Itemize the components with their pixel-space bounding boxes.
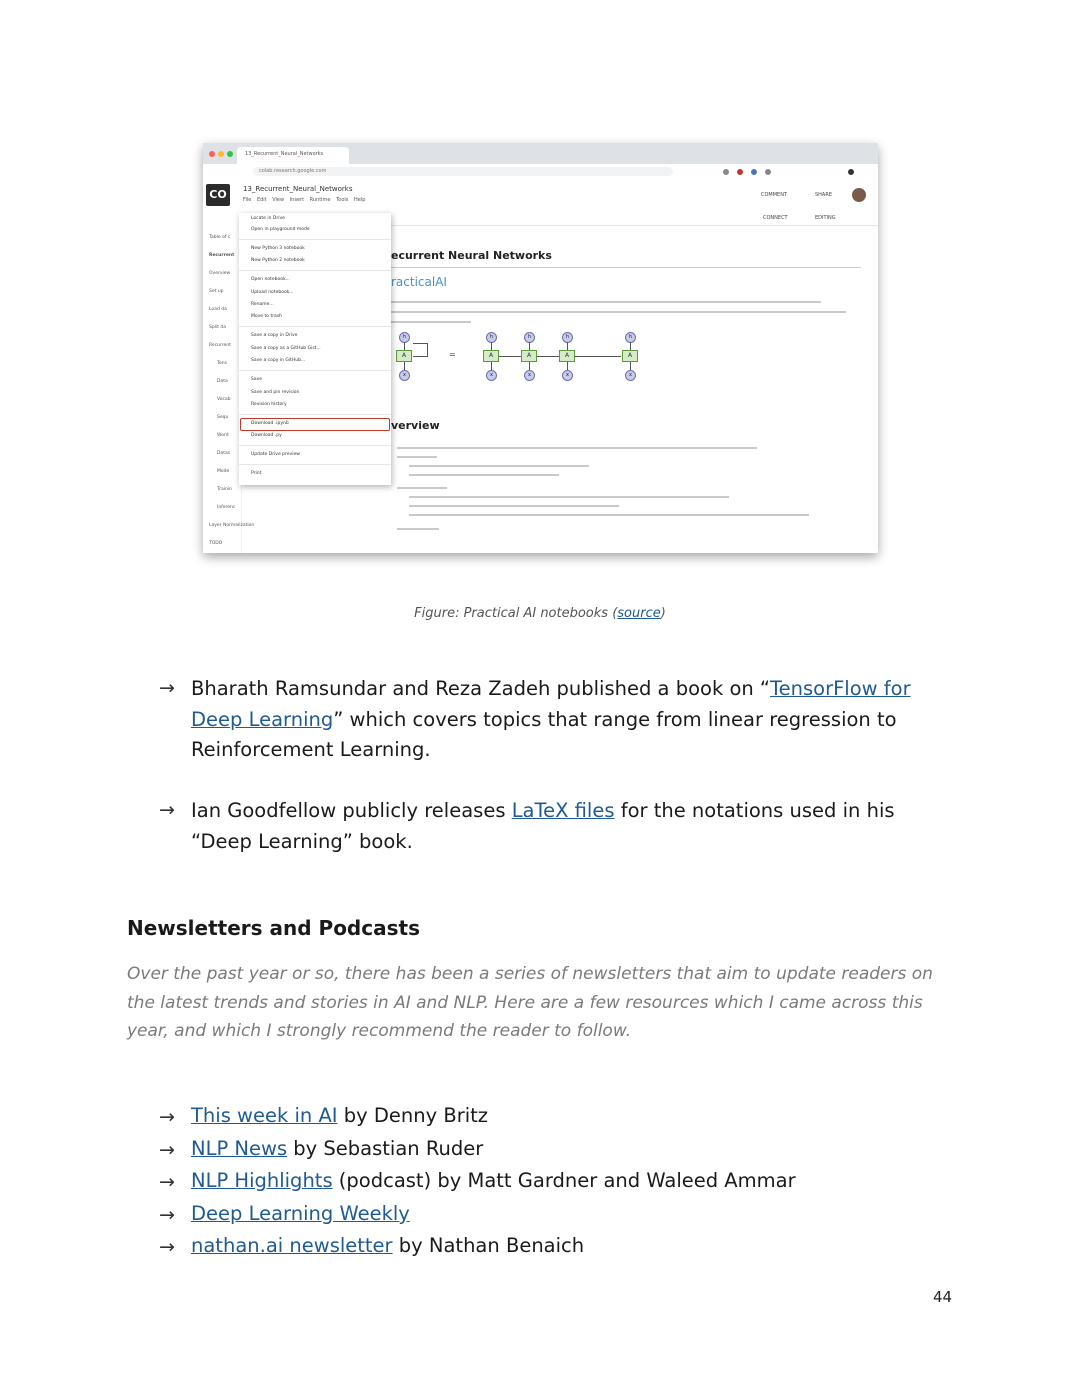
toc-item: Tens — [217, 361, 227, 366]
toc-item: Layer Normalization — [209, 523, 255, 528]
rnn-edge — [630, 362, 631, 370]
bullet-text: Ian Goodfellow publicly releases — [191, 799, 512, 822]
profile-icon — [848, 169, 854, 175]
newsletter-link[interactable]: NLP News — [191, 1137, 288, 1160]
rnn-cell: A — [396, 350, 412, 362]
caption-text: Figure: Practical AI notebooks ( — [414, 606, 618, 621]
list-item-text: by Nathan Benaich — [392, 1234, 585, 1257]
text-line — [397, 456, 437, 458]
table-of-contents-sidebar — [203, 225, 255, 553]
bullet-tensorflow-book — [191, 674, 961, 766]
text-line — [397, 528, 439, 530]
menu-item: Upload notebook... — [251, 290, 294, 295]
rnn-input-node: x — [524, 370, 535, 381]
editing-indicator: EDITING — [815, 215, 836, 221]
arrow-icon: → — [159, 1236, 175, 1258]
menu-separator — [239, 326, 391, 327]
arrow-icon: → — [159, 1139, 175, 1161]
arrow-icon: → — [159, 677, 175, 699]
address-bar — [203, 164, 878, 181]
rnn-input-node: x — [562, 370, 573, 381]
rnn-edge — [567, 342, 568, 350]
menu-separator — [239, 414, 391, 415]
figure-screenshot — [203, 143, 878, 553]
toc-item: Data — [217, 379, 228, 384]
toc-item: Recurrent — [209, 253, 235, 258]
toc-item: Vocab — [217, 397, 231, 402]
rnn-edge — [529, 362, 530, 370]
menu-item: Open in playground mode — [251, 227, 310, 232]
rnn-edge — [491, 342, 492, 350]
bullet-text: for the notations used in his “Deep Learning” book. — [191, 799, 895, 853]
text-line — [409, 514, 809, 516]
colab-header — [203, 180, 878, 212]
rnn-loop — [413, 343, 428, 357]
list-item-text: by Sebastian Ruder — [287, 1137, 484, 1160]
menu-item: Download .py — [251, 433, 282, 438]
menu-item: Save a copy in Drive — [251, 333, 298, 338]
menu-item: Save a copy as a GitHub Gist... — [251, 346, 321, 351]
maximize-window-dot — [227, 151, 233, 157]
list-item — [191, 1202, 410, 1225]
toc-item: Word — [217, 433, 229, 438]
menu-separator — [239, 370, 391, 371]
rnn-hidden-node: h — [625, 332, 636, 343]
avatar — [852, 188, 866, 202]
menu-item: Update Drive preview — [251, 452, 300, 457]
colab-logo: CO — [206, 184, 230, 206]
menu-item: Locate in Drive — [251, 216, 285, 221]
list-item — [191, 1104, 488, 1127]
rnn-edge — [404, 362, 405, 370]
list-item-text: by Denny Britz — [337, 1104, 489, 1127]
toc-item: Sequ — [217, 415, 229, 420]
menu-item: New Python 2 notebook — [251, 258, 305, 263]
rnn-hidden-node: h — [399, 332, 410, 343]
toc-item: Load da — [209, 307, 227, 312]
text-line — [391, 321, 471, 323]
menu-item: Revision history — [251, 402, 287, 407]
arrow-icon: → — [159, 1204, 175, 1226]
browser-tab-bar — [203, 143, 878, 164]
rnn-input-node: x — [486, 370, 497, 381]
extension-icon — [723, 169, 729, 175]
bullet-latex-files — [191, 796, 961, 857]
toc-item: TODO — [209, 541, 223, 546]
rnn-edge — [630, 342, 631, 350]
divider — [391, 267, 861, 268]
toc-item: Mode — [217, 469, 230, 474]
text-line — [409, 505, 619, 507]
overview-heading: verview — [391, 419, 440, 432]
text-line — [409, 496, 729, 498]
bullet-text: ” which covers topics that range from linear regression to Reinforcement Learning. — [191, 707, 897, 761]
notebook-content — [391, 225, 878, 553]
section-heading: Newsletters and Podcasts — [127, 916, 420, 940]
tensorflow-book-link[interactable]: TensorFlow for Deep Learning — [191, 677, 911, 731]
menu-item: Open notebook... — [251, 277, 290, 282]
file-menu-dropdown — [239, 213, 391, 485]
figure-caption — [0, 606, 1080, 621]
extension-icon — [765, 169, 771, 175]
text-line — [397, 447, 757, 449]
browser-tab — [237, 147, 349, 164]
rnn-cell: A — [559, 350, 575, 362]
notebook-menu-bar: File Edit View Insert Runtime Tools Help — [243, 197, 366, 203]
rnn-input-node: x — [625, 370, 636, 381]
rnn-edge — [575, 356, 621, 357]
list-item — [191, 1234, 584, 1257]
notebook-heading: ecurrent Neural Networks — [391, 249, 552, 262]
text-line — [409, 474, 559, 476]
text-line — [391, 311, 846, 313]
rnn-input-node: x — [399, 370, 410, 381]
notebook-title: 13_Recurrent_Neural_Networks — [243, 185, 353, 193]
toc-item: Split da — [209, 325, 227, 330]
comment-button: COMMENT — [761, 192, 788, 198]
newsletter-link[interactable]: This week in AI — [191, 1104, 338, 1127]
practicalai-logo: racticalAI — [391, 275, 447, 289]
rnn-equals: = — [449, 350, 456, 359]
close-window-dot — [209, 151, 215, 157]
rnn-cell: A — [521, 350, 537, 362]
rnn-edge — [537, 356, 559, 357]
arrow-icon: → — [159, 799, 175, 821]
toc-item: Table of c — [209, 235, 231, 240]
list-item-text: (podcast) by Matt Gardner and Waleed Ammar — [332, 1169, 796, 1192]
menu-item: Print — [251, 471, 262, 476]
minimize-window-dot — [218, 151, 224, 157]
rnn-edge — [567, 362, 568, 370]
share-button: SHARE — [815, 192, 832, 198]
menu-item: Move to trash — [251, 314, 283, 319]
menu-separator — [239, 239, 391, 240]
rnn-edge — [404, 342, 405, 350]
url-field: colab.research.google.com — [253, 167, 673, 176]
rnn-hidden-node: h — [562, 332, 573, 343]
connect-button: CONNECT — [763, 215, 788, 221]
browser-tab-title: 13_Recurrent_Neural_Networks — [245, 151, 324, 157]
text-line — [397, 487, 447, 489]
arrow-icon: → — [159, 1171, 175, 1193]
page-number: 44 — [933, 1288, 953, 1306]
caption-text: ) — [660, 606, 666, 621]
menu-item-download-ipynb: Download .ipynb — [251, 421, 289, 426]
podcast-link[interactable]: NLP Highlights — [191, 1169, 333, 1192]
newsletter-link[interactable]: Deep Learning Weekly — [191, 1202, 410, 1225]
toc-item: Datas — [217, 451, 231, 456]
menu-item: Save and pin revision — [251, 390, 300, 395]
newsletter-link[interactable]: nathan.ai newsletter — [191, 1234, 393, 1257]
text-line — [391, 301, 821, 303]
rnn-edge — [529, 342, 530, 350]
list-item — [191, 1137, 483, 1160]
menu-item: Save — [251, 377, 263, 382]
list-item — [191, 1169, 796, 1192]
arrow-icon: → — [159, 1106, 175, 1128]
toc-item: Overview — [209, 271, 231, 276]
rnn-hidden-node: h — [486, 332, 497, 343]
bullet-text: Bharath Ramsundar and Reza Zadeh published a book on “ — [191, 677, 771, 700]
extension-icon — [751, 169, 757, 175]
toc-item: Trainin — [217, 487, 232, 492]
section-intro: Over the past year or so, there has been a series of newsletters that aim to update readers on the latest trends and stories in AI and NLP. Here are a few resources which I came across this year, and which I strongly recommend the reader to follow. — [127, 964, 933, 1041]
toc-item: Recurrent — [209, 343, 231, 348]
menu-item: Rename... — [251, 302, 274, 307]
text-line — [409, 465, 589, 467]
toc-item: Inferenc — [217, 505, 236, 510]
rnn-cell: A — [622, 350, 638, 362]
toc-item: Set up — [209, 289, 224, 294]
rnn-edge — [499, 356, 521, 357]
rnn-cell: A — [483, 350, 499, 362]
menu-item: New Python 3 notebook — [251, 246, 305, 251]
menu-item: Save a copy in GitHub... — [251, 358, 306, 363]
caption-source-link[interactable]: source — [617, 606, 661, 621]
rnn-edge — [491, 362, 492, 370]
extension-icon — [737, 169, 743, 175]
latex-files-link[interactable]: LaTeX files — [511, 799, 615, 822]
menu-separator — [239, 445, 391, 446]
menu-separator — [239, 270, 391, 271]
menu-separator — [239, 464, 391, 465]
rnn-hidden-node: h — [524, 332, 535, 343]
